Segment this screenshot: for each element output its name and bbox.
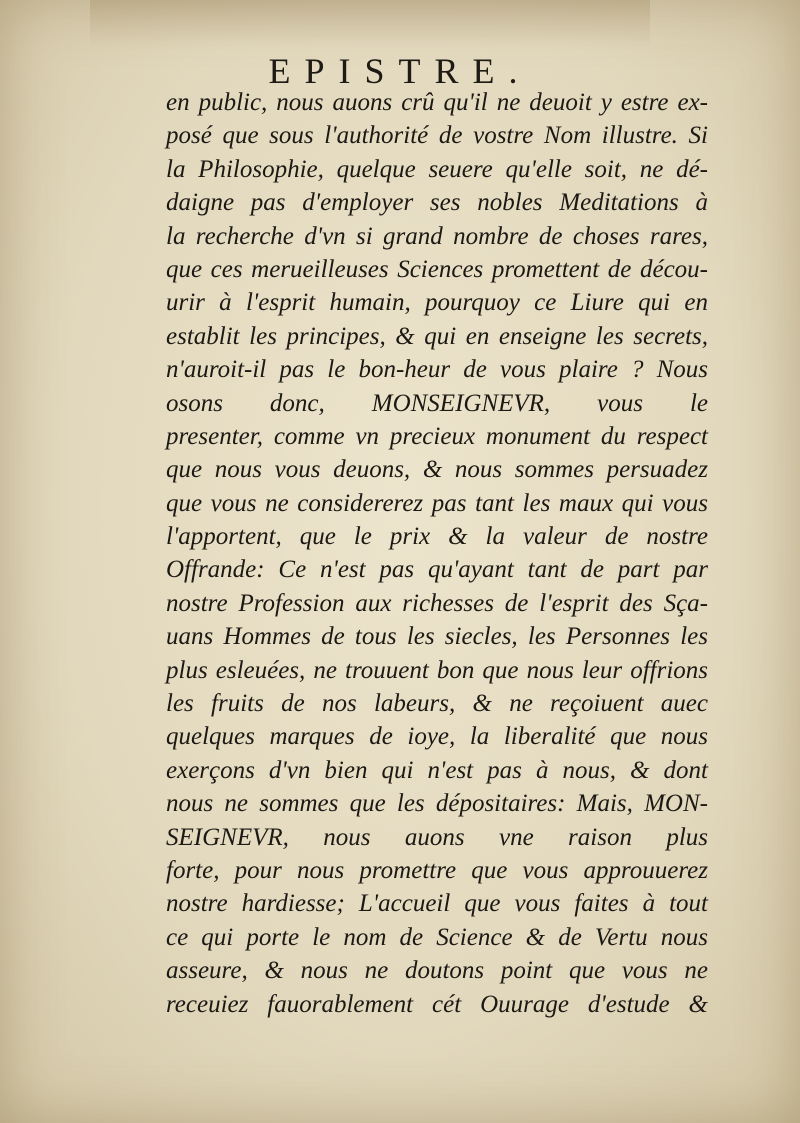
text-line: exerçons d'vn bien qui n'est pas à nous, & dont bbox=[166, 756, 708, 784]
text-line: que ces merueilleuses Sciences promettent de décou- bbox=[166, 255, 708, 283]
body-text bbox=[166, 86, 708, 1021]
text-line: establit les principes, & qui en enseigne les secrets, bbox=[166, 322, 708, 350]
text-line: SEIGNEVR, nous auons vne raison plus bbox=[166, 823, 708, 851]
text-line: la recherche d'vn si grand nombre de choses rares, bbox=[166, 222, 708, 250]
text-line: osons donc, MONSEIGNEVR, vous le bbox=[166, 389, 708, 417]
text-line: asseure, & nous ne doutons point que vous ne bbox=[166, 957, 708, 985]
text-line: nostre hardiesse; L'accueil que vous faites à tout bbox=[166, 890, 708, 918]
text-line: que vous ne considererez pas tant les maux qui vous bbox=[166, 489, 708, 517]
text-line: nostre Profession aux richesses de l'esprit des Sça- bbox=[166, 589, 708, 617]
text-line: presenter, comme vn precieux monument du respect bbox=[166, 422, 708, 450]
text-line: quelques marques de ioye, la liberalité que nous bbox=[166, 723, 708, 751]
text-line: la Philosophie, quelque seuere qu'elle soit, ne dé- bbox=[166, 155, 708, 183]
text-line: receuiez fauorablement cét Ouurage d'estude & bbox=[166, 990, 708, 1018]
text-line: forte, pour nous promettre que vous approuuerez bbox=[166, 856, 708, 884]
text-line: urir à l'esprit humain, pourquoy ce Liure qui en bbox=[166, 289, 708, 317]
text-line: Offrande: Ce n'est pas qu'ayant tant de part par bbox=[166, 556, 708, 584]
paper-stain bbox=[90, 0, 650, 48]
text-line: plus esleuées, ne trouuent bon que nous leur offrions bbox=[166, 656, 708, 684]
text-line: l'apportent, que le prix & la valeur de nostre bbox=[166, 523, 708, 551]
text-line: que nous vous deuons, & nous sommes persuadez bbox=[166, 456, 708, 484]
text-line: ce qui porte le nom de Science & de Vertu nous bbox=[166, 923, 708, 951]
text-line: en public, nous auons crû qu'il ne deuoit y estre ex- bbox=[166, 89, 708, 116]
text-line: daigne pas d'employer ses nobles Meditations à bbox=[166, 189, 708, 217]
text-line: nous ne sommes que les dépositaires: Mais, MON- bbox=[166, 790, 708, 818]
text-line: uans Hommes de tous les siecles, les Personnes les bbox=[166, 623, 708, 651]
text-line: les fruits de nos labeurs, & ne reçoiuent auec bbox=[166, 690, 708, 718]
text-line: posé que sous l'authorité de vostre Nom illustre. Si bbox=[166, 122, 708, 150]
page-header: EPISTRE. bbox=[268, 51, 532, 91]
text-line: n'auroit-il pas le bon-heur de vous plaire ? Nous bbox=[166, 356, 708, 384]
